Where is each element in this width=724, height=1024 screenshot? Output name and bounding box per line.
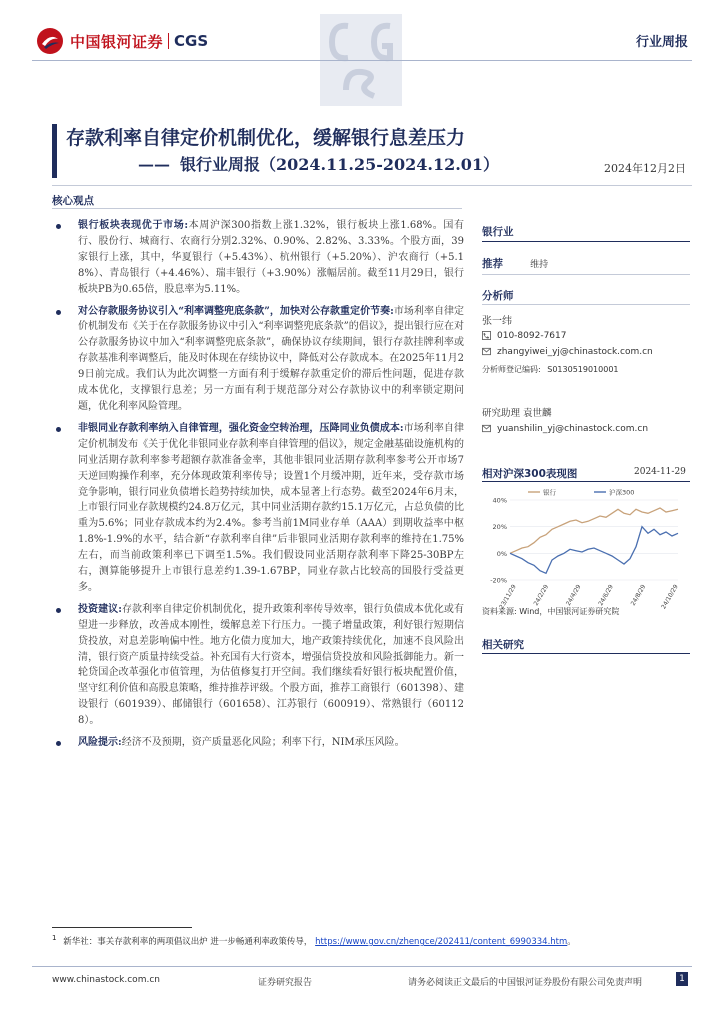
x-tick-label: 23/11/29 <box>498 583 518 611</box>
footer-site[interactable]: www.chinastock.com.cn <box>52 975 160 985</box>
paragraph-corporate-deposit <box>56 304 464 415</box>
paragraph-text: 存款利率自律定价机制优化，提升政策利率传导效率，银行负债成本优化或有望进一步释放，改善成本刚性，缓解息差下行压力。一揽子增量政策，利好银行短期信贷投放，对息差影响偏中性。地方化债力度加大，地产政策持续优化，加速不良风险出清，银行资产质量持续受益。补充国有大行资本，增强信贷投放和风险抵御能力。新一轮贷国企改革强化市值管理，为估值修复打开空间。我们继续看好银行板块配置价值，坚守红利价值和高股息策略，维持推荐评级。个股方面，推荐工商银行（601398）、建设银行（601939）、邮储银行（601658）、江苏银行（600919）、常熟银行（601128）。 <box>78 603 464 727</box>
bullet-icon <box>56 427 61 432</box>
title-accent-bar <box>52 124 57 178</box>
page-number: 1 <box>676 972 688 986</box>
paragraph-lead: 银行板块表现优于市场: <box>78 220 189 231</box>
footnote-number: 1 <box>52 933 57 942</box>
subtitle-text: 银行业周报（2024.11.25-2024.12.01） <box>180 155 500 174</box>
analyst-phone <box>482 331 690 341</box>
license-value: S0130519010001 <box>547 365 619 374</box>
logo-text-cn: 中国银河证券 <box>70 32 164 51</box>
footnote-divider <box>52 927 192 928</box>
sidebar-divider <box>482 274 690 275</box>
x-tick-label: 24/6/29 <box>597 583 615 608</box>
analyst-email[interactable] <box>482 347 690 357</box>
mail-icon <box>482 424 491 433</box>
sidebar-divider <box>482 653 690 654</box>
sidebar-industry: 银行业 <box>482 226 514 238</box>
y-tick-label: 20% <box>492 523 507 532</box>
phone-icon <box>482 331 491 340</box>
paragraph-text: 本周沪深300指数上涨1.32%，银行板块上涨1.68%。国有行、股份行、城商行、农商行分别2.32%、0.90%、2.82%、3.33%。个股方面，39家银行上涨，其中，华夏银行（+5.43%）、杭州银行（+5.20%）、沪农商行（+5.18%）、青岛银行（+4.46%）、瑞丰银行（+3.90%）涨幅居前。截至11月29日，银行板块PB为0.65倍，股息率为5.11%。 <box>78 220 464 295</box>
paragraph-lead: 对公存款服务协议引入“利率调整兜底条款”，加快对公存款重定价节奏: <box>78 305 394 317</box>
header-divider <box>32 60 692 61</box>
footnote-text: 新华社：事关存款利率的两项倡议出炉 进一步畅通利率政策传导， <box>63 936 313 947</box>
footer-disclaimer: 请务必阅读正文最后的中国银河证券股份有限公司免责声明 <box>408 978 643 988</box>
x-tick-label: 24/4/29 <box>564 583 583 608</box>
core-divider <box>52 208 462 209</box>
title-divider <box>52 185 692 186</box>
y-tick-label: -20% <box>490 576 507 585</box>
bullet-icon <box>56 741 61 746</box>
section-label-core: 核心观点 <box>52 195 94 207</box>
sidebar-divider <box>482 304 690 305</box>
paragraph-market <box>56 218 464 298</box>
footer-center: 证券研究报告 <box>258 978 313 988</box>
chart-date: 2024-11-29 <box>634 467 686 477</box>
x-tick-label: 24/8/29 <box>629 583 648 608</box>
performance-chart <box>482 484 690 624</box>
x-tick-label: 24/2/29 <box>532 583 551 608</box>
research-assistant: 研究助理 袁世麟 <box>482 408 552 419</box>
license-label: 分析师登记编码: <box>482 365 541 374</box>
footer-divider <box>32 966 692 967</box>
main-content <box>56 218 464 757</box>
paragraph-text: 市场利率自律定价机制发布《关于优化非银同业存款利率自律管理的倡议》，规定金融基础设施机构的同业活期存款利率参考超额存款准备金率，其他非银同业活期存款利率参考公开市场7天逆回购操作利率，充分体现政策利率传导；设置1个月缓冲期，近年来，受存款市场竞争影响，银行同业负债增长趋势持续加快，成本显著上行态势。截至2024年6月末，上市银行同业存款规模约24.8万亿元，其中同业活期存款约15.1万亿元，占总负债的比重为5.6%；同业存款成本约为2.4%。参考当前1M同业存单（AAA）到期收益率中枢1.8%-1.9%的水平，结合新“存款利率自律”后非银同业活期存款利率的维持在1.75%左右，而当前政策利率已下调至1.5%。我们假设同业活期存款利率下降25-30BP左右，测算能够提升上市银行息差约1.39-1.67BP，同业存款占比较高的国股行受益更多。 <box>78 422 464 593</box>
bullet-icon <box>56 608 61 613</box>
page-subtitle <box>138 152 499 175</box>
sidebar-rating <box>482 252 690 271</box>
sidebar-divider <box>482 241 690 242</box>
analyst-name: 张一纬 <box>482 316 512 327</box>
logo-icon <box>36 27 64 55</box>
y-tick-label: 0% <box>496 549 507 558</box>
mail-icon <box>482 347 491 356</box>
brand-logo <box>36 27 208 55</box>
assistant-email-text[interactable]: yuanshilin_yj@chinastock.com.cn <box>497 424 649 434</box>
chart-source: 资料来源: Wind，中国银河证券研究院 <box>482 607 620 616</box>
logo-text-en: CGS <box>174 32 209 50</box>
legend-label: 沪深300 <box>609 488 635 497</box>
analyst-label: 分析师 <box>482 290 514 302</box>
x-tick-label: 24/10/29 <box>660 583 680 611</box>
subtitle-dash: —— <box>138 155 170 174</box>
y-tick-label: 40% <box>492 496 507 505</box>
email-text[interactable]: zhangyiwei_yj@chinastock.com.cn <box>497 347 653 357</box>
footnote <box>52 933 576 947</box>
paragraph-lead: 投资建议: <box>78 603 122 615</box>
bullet-icon <box>56 310 61 315</box>
related-research: 相关研究 <box>482 639 524 651</box>
paragraph-lead: 非银同业存款利率纳入自律管理，强化资金空转治理，压降同业负债成本: <box>78 422 404 434</box>
paragraph-interbank <box>56 421 464 596</box>
legend-label: 银行 <box>543 488 556 497</box>
paragraph-lead: 风险提示: <box>78 737 122 749</box>
report-date: 2024年12月2日 <box>604 162 686 175</box>
chart-divider <box>482 481 690 482</box>
paragraph-text: 经济不及预期，资产质量恶化风险；利率下行，NIM承压风险。 <box>121 737 405 749</box>
rating-value: 维持 <box>530 260 549 270</box>
phone-text: 010-8092-7617 <box>497 331 567 341</box>
analyst-license <box>482 364 690 375</box>
page-title: 存款利率自律定价机制优化，缓解银行息差压力 <box>66 127 466 149</box>
bullet-icon <box>56 224 61 229</box>
assistant-email[interactable] <box>482 424 690 434</box>
logo-divider <box>168 33 169 49</box>
footnote-end: 。 <box>567 936 576 947</box>
paragraph-risk <box>56 735 464 751</box>
chart-heading: 相对沪深300表现图 <box>482 468 578 480</box>
rating-label: 推荐 <box>482 258 503 270</box>
report-type: 行业周报 <box>635 35 688 50</box>
series-line-csi300 <box>510 527 678 574</box>
footnote-link[interactable]: https://www.gov.cn/zhengce/202411/content_6990334.htm <box>315 936 568 947</box>
paragraph-investment <box>56 602 464 729</box>
paragraph-text: 市场利率自律定价机制发布《关于在存款服务协议中引入“利率调整兜底条款”的倡议》，提出银行应在对公存款服务协议中加入“利率调整兜底条款”，确保协议存续期间，银行存款挂牌利率或存款基准利率调整后，能及时体现在存续协议中，降低对公存款成本。在2025年11月29日前完成。我们认为此次调整一方面有利于缓解存款重定价的滞后性问题，促进存款成本优化，支撑银行息差；另一方面有利于规范部分对公存款协议中的利率锁定期问题，优化利率风险管理。 <box>78 305 465 412</box>
